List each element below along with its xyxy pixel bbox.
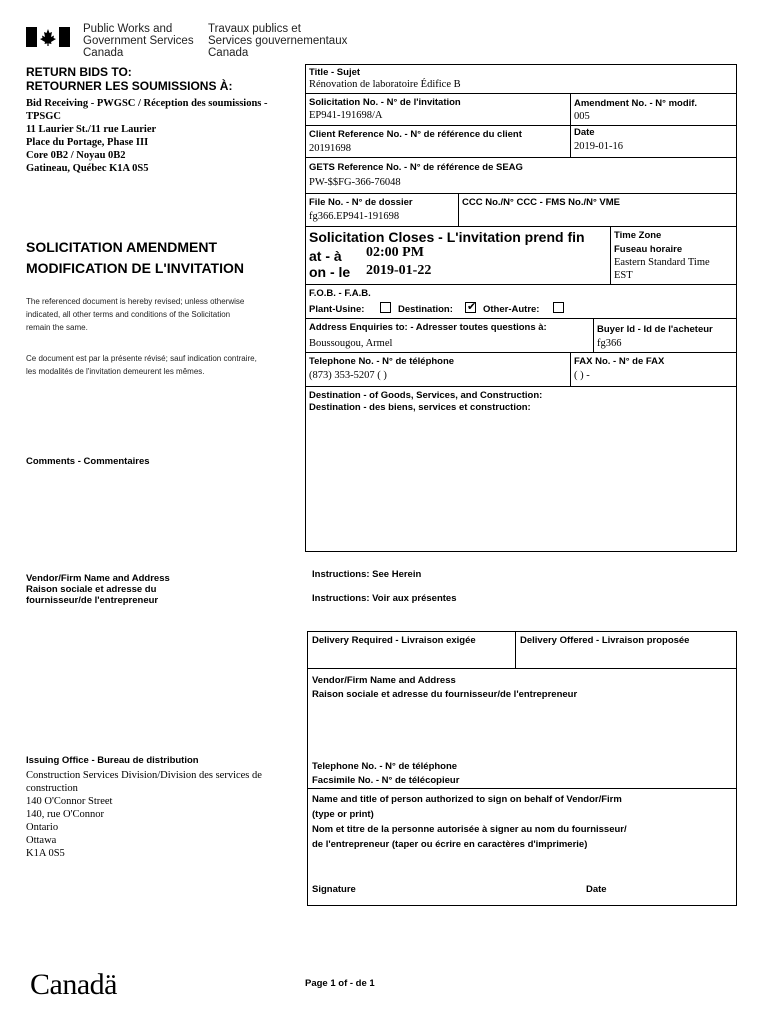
address-enquiries-value: Boussougou, Armel	[309, 338, 393, 349]
telephone-label: Telephone No. - N° de téléphone	[309, 356, 455, 367]
destination-label: Destination:	[398, 304, 453, 315]
address-enquiries-label: Address Enquiries to: - Adresser toutes questions à:	[309, 322, 547, 333]
authorized-person-label: Name and title of person authorized to sign on behalf of Vendor/Firm (type or print) Nom et titre de la personne autorisée à signer au nom du fournisseur/ de l'entrepreneur (taper ou écrire en caractères d'imprimerie)	[312, 794, 627, 850]
instructions-fr: Instructions: Voir aux présentes	[312, 593, 457, 604]
other-autre-checkbox[interactable]	[553, 302, 564, 313]
return-bids-title: RETURN BIDS TO: RETOURNER LES SOUMISSIONS À:	[26, 65, 233, 93]
client-reference-label: Client Reference No. - N° de référence du client	[309, 129, 522, 140]
title-value: Rénovation de laboratoire Édifice B	[309, 79, 461, 90]
vendor-phone-fax-label: Telephone No. - N° de téléphone Facsimile No. - N° de télécopieur	[312, 761, 460, 786]
fax-label: FAX No. - N° de FAX	[574, 356, 665, 367]
solicitation-number-label: Solicitation No. - N° de l'invitation	[309, 97, 461, 108]
page-number: Page 1 of - de 1	[305, 978, 375, 989]
time-zone-label: Time Zone Fuseau horaire	[614, 230, 683, 255]
on-label: on - le	[309, 264, 351, 280]
time-zone-value: Eastern Standard Time EST	[614, 257, 710, 281]
amendment-number-value: 005	[574, 111, 590, 122]
canada-wordmark: Canadä	[30, 968, 117, 1001]
return-bids-address: Bid Receiving - PWGSC / Réception des soumissions - TPSGC 11 Laurier St./11 rue Laurier Place du Portage, Phase III Core 0B2 / Noyau 0B2 Gatineau, Québec K1A 0S5	[26, 98, 268, 174]
department-name-en: Public Works and Government Services Canada	[83, 23, 194, 59]
buyer-id-value: fg366	[597, 338, 622, 349]
at-label: at - à	[309, 248, 342, 264]
plant-usine-label: Plant-Usine:	[309, 304, 365, 315]
solicitation-closes-label: Solicitation Closes - L'invitation prend fin	[309, 229, 585, 245]
ccc-number-label: CCC No./N° CCC - FMS No./N° VME	[462, 197, 621, 208]
title-label: Title - Sujet	[309, 67, 361, 78]
delivery-offered-label: Delivery Offered - Livraison proposée	[520, 635, 690, 646]
fax-value: ( ) -	[574, 370, 590, 381]
instructions-en: Instructions: See Herein	[312, 569, 422, 580]
destination-checkbox[interactable]	[465, 302, 476, 313]
amendment-title: SOLICITATION AMENDMENT MODIFICATION DE L'INVITATION	[26, 239, 244, 276]
vendor-label: Vendor/Firm Name and Address Raison sociale et adresse du fournisseur/de l'entrepreneur	[26, 573, 170, 606]
amendment-note-fr: Ce document est par la présente révisé; sauf indication contraire, les modalités de l'invitation demeurent les mêmes.	[26, 354, 257, 376]
client-reference-value: 20191698	[309, 143, 351, 154]
telephone-value: (873) 353-5207 ( )	[309, 370, 387, 381]
amendment-note-en: The referenced document is hereby revised; unless otherwise indicated, all other terms and conditions of the Solicitation remain the same.	[26, 297, 245, 332]
gets-reference-label: GETS Reference No. - N° de référence de SEAG	[309, 162, 523, 173]
date-value: 2019-01-16	[574, 141, 623, 152]
closing-time-value: 02:00 PM	[366, 245, 424, 260]
closing-date-value: 2019-01-22	[366, 263, 432, 278]
date-label: Date	[574, 127, 595, 138]
destination-goods-label: Destination - of Goods, Services, and Construction: Destination - des biens, services et construction:	[309, 390, 543, 413]
government-flag-logo	[26, 27, 70, 47]
delivery-required-label: Delivery Required - Livraison exigée	[312, 635, 476, 646]
issuing-office-label: Issuing Office - Bureau de distribution	[26, 755, 199, 766]
checkmark-icon: ✔	[467, 300, 477, 313]
department-name-fr: Travaux publics et Services gouvernementaux Canada	[208, 23, 348, 59]
buyer-id-label: Buyer Id - Id de l'acheteur	[597, 324, 713, 335]
signature-label: Signature	[312, 884, 356, 895]
plant-usine-checkbox[interactable]	[380, 302, 391, 313]
issuing-office-address: Construction Services Division/Division des services de construction 140 O'Connor Street 140, rue O'Connor Ontario Ottawa K1A 0S5	[26, 770, 262, 859]
signature-date-label: Date	[586, 884, 607, 895]
file-number-value: fg366.EP941-191698	[309, 211, 400, 222]
fob-label: F.O.B. - F.A.B.	[309, 288, 371, 299]
file-number-label: File No. - N° de dossier	[309, 197, 413, 208]
gets-reference-value: PW-$$FG-366-76048	[309, 177, 401, 188]
other-autre-label: Other-Autre:	[483, 304, 540, 315]
solicitation-number-value: EP941-191698/A	[309, 110, 383, 121]
vendor-firm-name-label: Vendor/Firm Name and Address Raison sociale et adresse du fournisseur/de l'entrepreneur	[312, 675, 578, 700]
comments-label: Comments - Commentaires	[26, 456, 150, 467]
amendment-number-label: Amendment No. - N° modif.	[574, 98, 698, 109]
